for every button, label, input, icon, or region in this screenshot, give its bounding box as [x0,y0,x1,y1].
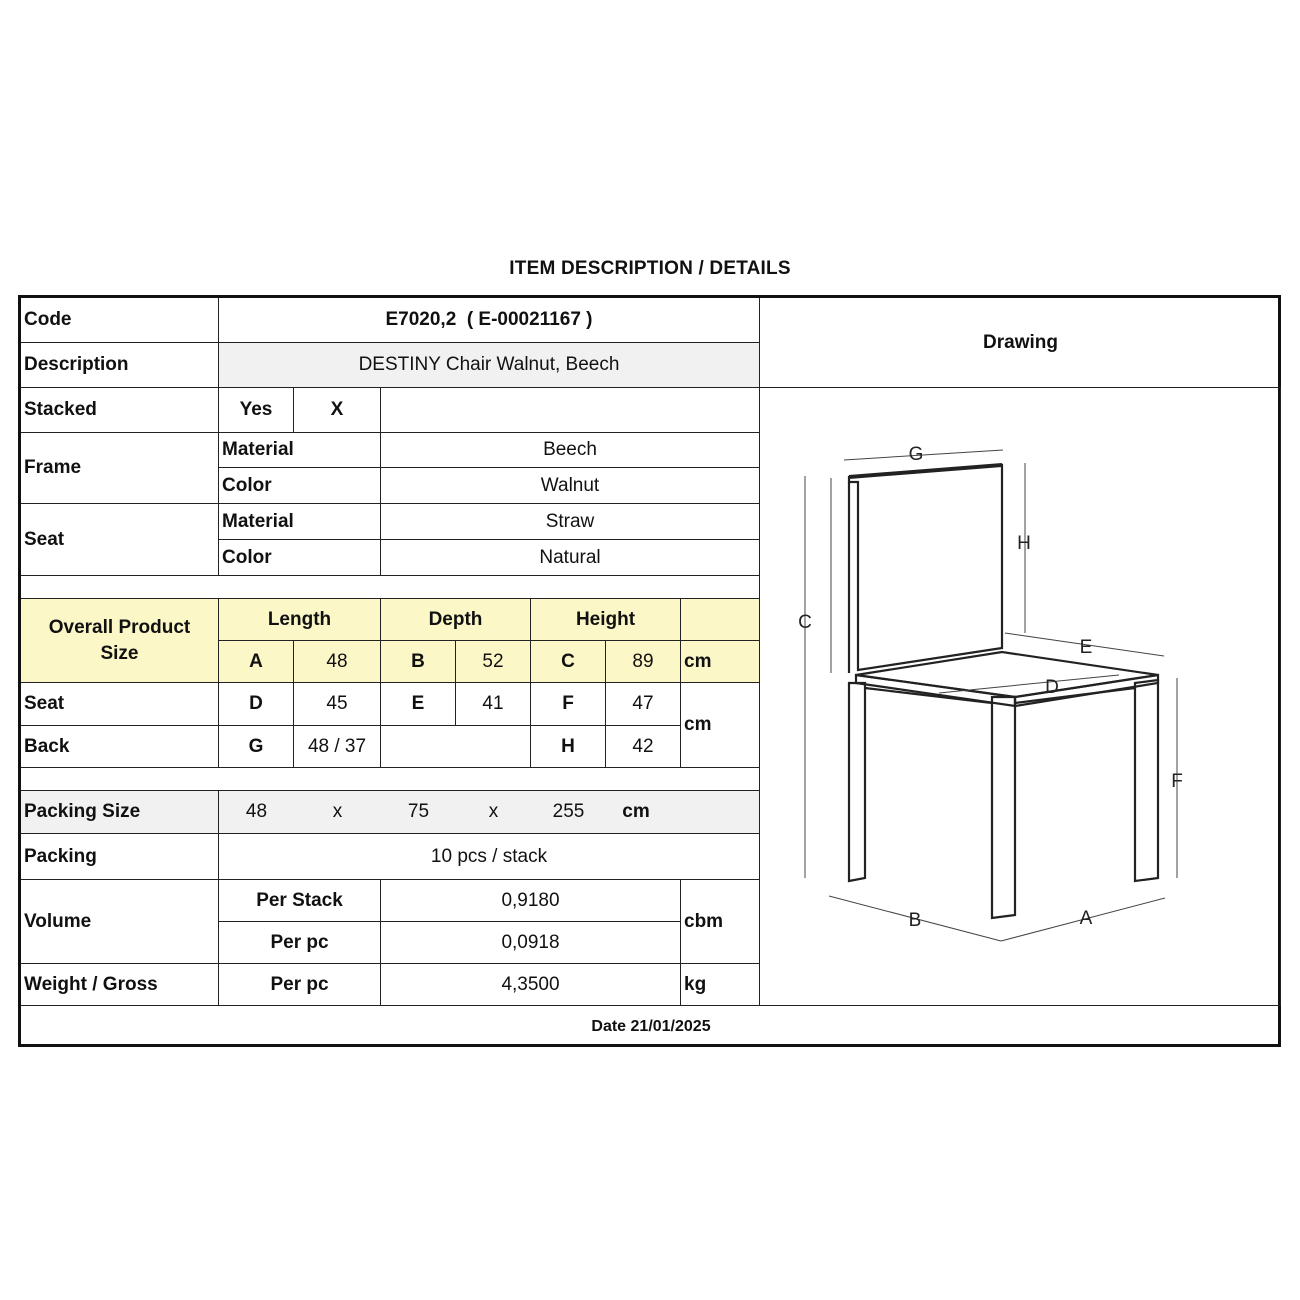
chair-drawing [759,388,1281,1006]
code-label: Code [21,298,219,343]
volume-unit: cbm [681,880,760,964]
size-c-value: 89 [606,641,681,683]
page-title: ITEM DESCRIPTION / DETAILS [509,258,791,279]
date-footer: Date 21/01/2025 [591,1017,711,1035]
code-value: E7020,2 ( E-00021167 ) [219,298,760,343]
overall-size-label: Overall Product Size [21,599,219,683]
size-b-key: B [381,641,456,683]
drawing-label-c: C [798,612,812,633]
seat-d-key: D [219,683,294,726]
weight-per-pc-label: Per pc [219,964,381,1006]
chair-leg-center-front [992,697,1015,918]
frame-color-label: Color [219,468,381,504]
frame-label: Frame [21,433,219,504]
chair-backrest [849,465,1002,670]
drawing-label-g: G [908,444,924,465]
drawing-label-f: F [1171,771,1183,792]
packing-height: 255 [552,801,585,822]
size-unit: cm [681,641,760,683]
size-c-key: C [531,641,606,683]
drawing-label-d: D [1045,677,1059,698]
weight-unit: kg [681,964,760,1006]
chair-leg-right-back [1135,680,1158,881]
back-h-key: H [531,726,606,768]
description-value: DESTINY Chair Walnut, Beech [219,343,760,388]
packing-width: 48 [245,801,268,822]
back-empty-cell [381,726,531,768]
frame-color-value: Walnut [381,468,760,504]
size-a-key: A [219,641,294,683]
packing-label: Packing [21,834,219,880]
chair-back-top-rail [849,465,1002,477]
volume-per-pc-value: 0,0918 [381,922,681,964]
seat-e-value: 41 [456,683,531,726]
stacked-empty-cell [381,388,760,433]
drawing-label-b: B [908,910,922,931]
packing-size-value [219,791,760,834]
packing-size-unit: cm [622,801,650,822]
drawing-label-h: H [1017,533,1031,554]
seat-d-value: 45 [294,683,381,726]
dims-unit: cm [681,683,760,768]
back-h-value: 42 [606,726,681,768]
size-b-value: 52 [456,641,531,683]
stacked-mark: X [294,388,381,433]
chair-leg-left-front [849,683,865,881]
back-g-value: 48 / 37 [294,726,381,768]
chair-side-rail [1015,688,1135,703]
seat-color-value: Natural [381,540,760,576]
packing-size-label: Packing Size [21,791,219,834]
size-header-empty [681,599,760,641]
depth-header: Depth [381,599,531,641]
spacer-row-2 [21,768,760,791]
frame-material-value: Beech [381,433,760,468]
seat-f-value: 47 [606,683,681,726]
stacked-label: Stacked [21,388,219,433]
weight-label: Weight / Gross [21,964,219,1006]
back-dims-label: Back [21,726,219,768]
size-a-value: 48 [294,641,381,683]
seat-dims-label: Seat [21,683,219,726]
weight-value: 4,3500 [381,964,681,1006]
spacer-row [21,576,760,599]
packing-x2: x [488,801,499,822]
stacked-option: Yes [219,388,294,433]
seat-material-label: Material [219,504,381,540]
dim-line-g [844,450,1003,460]
drawing-header: Drawing [760,298,1281,388]
frame-material-label: Material [219,433,381,468]
packing-value: 10 pcs / stack [219,834,760,880]
height-header: Height [531,599,681,641]
volume-per-stack-label: Per Stack [219,880,381,922]
packing-depth: 75 [407,801,430,822]
seat-material-value: Straw [381,504,760,540]
packing-x1: x [332,801,343,822]
volume-per-stack-value: 0,9180 [381,880,681,922]
length-header: Length [219,599,381,641]
dim-line-d [939,675,1119,693]
item-details-sheet [18,295,1281,1047]
back-g-key: G [219,726,294,768]
seat-color-label: Color [219,540,381,576]
volume-per-pc-label: Per pc [219,922,381,964]
drawing-label-a: A [1079,908,1093,929]
drawing-label-e: E [1079,637,1093,658]
seat-f-key: F [531,683,606,726]
volume-label: Volume [21,880,219,964]
chair-outline [849,465,1158,918]
seat-spec-label: Seat [21,504,219,576]
seat-e-key: E [381,683,456,726]
description-label: Description [21,343,219,388]
